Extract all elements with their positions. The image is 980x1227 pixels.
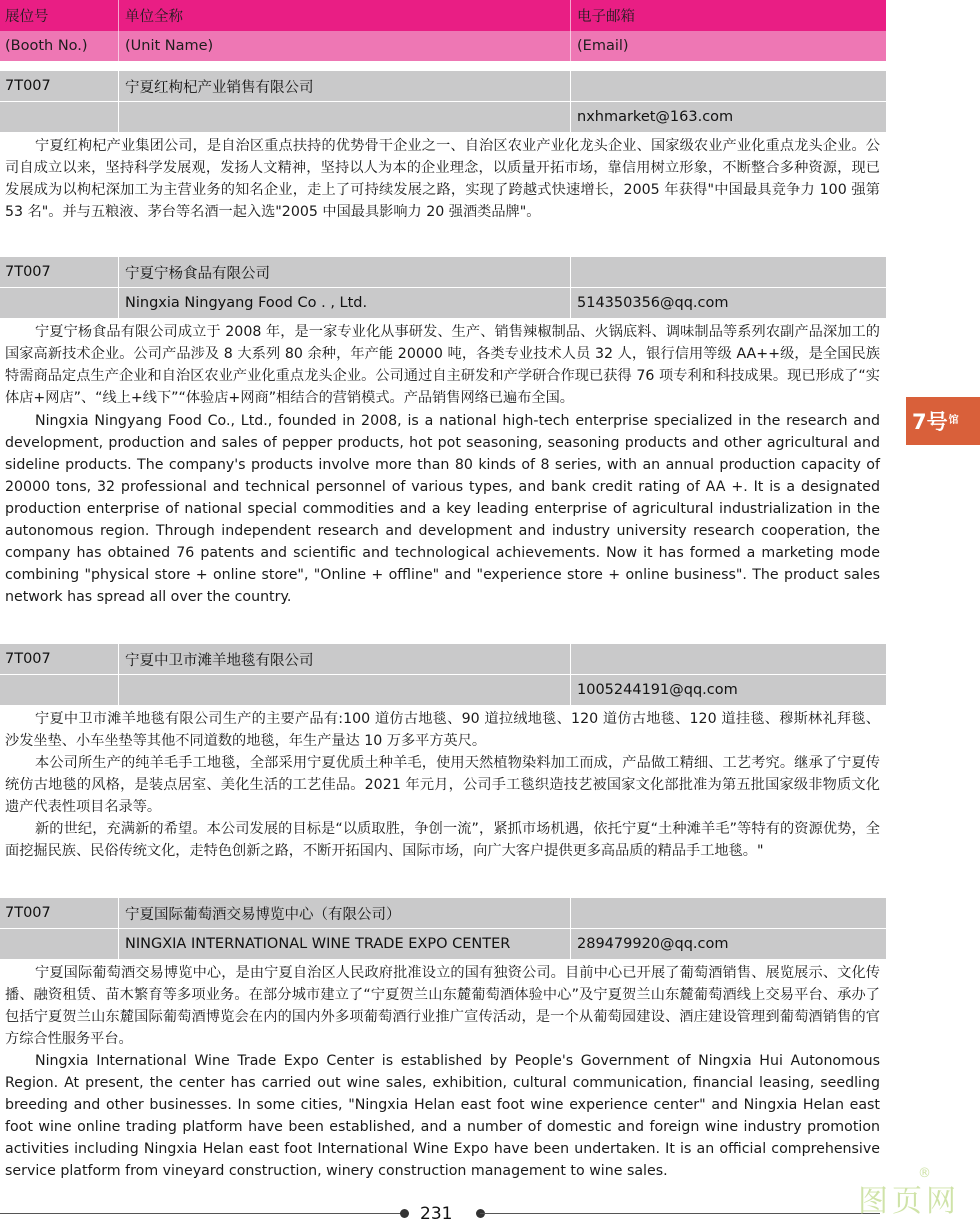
description-cn xyxy=(5,708,880,862)
booth-number: 7T007 xyxy=(5,264,51,280)
unit-name-cn: 宁夏中卫市滩羊地毯有限公司 xyxy=(118,644,570,674)
header-row-english xyxy=(0,31,886,61)
footer-rule-left xyxy=(0,1213,404,1214)
entry-row-cn xyxy=(0,644,886,674)
paragraph: 宁夏国际葡萄酒交易博览中心，是由宁夏自治区人民政府批准设立的国有独资公司。目前中心已开展了葡萄酒销售、展览展示、文化传播、融资租赁、苗木繁育等多项业务。在部分城市建立了“宁夏贺兰山东麓葡萄酒体验中心”及宁夏贺兰山东麓葡萄酒线上交易平台、承办了包括宁夏贺兰山东麓国际葡萄酒博览会在内的国内外多项葡萄酒行业推广宣传活动，是一个从葡萄园建设、酒庄建设管理到葡萄酒销售的官方综合性服务平台。 xyxy=(5,965,880,1047)
hall-label: 馆 xyxy=(948,415,959,426)
email-empty-cell xyxy=(570,257,886,287)
unit-name-en xyxy=(118,675,570,705)
unit-name-cn: 宁夏红枸杞产业销售有限公司 xyxy=(118,71,570,101)
booth-number: 7T007 xyxy=(5,78,51,94)
description-en xyxy=(5,410,880,608)
description-cn xyxy=(5,962,880,1050)
entry-row-en xyxy=(0,928,886,959)
header-unit-cn: 单位全称 xyxy=(118,0,570,31)
entry-row-cn xyxy=(0,257,886,287)
footer-rule-right xyxy=(480,1213,880,1214)
hall-7-tab[interactable] xyxy=(906,397,980,445)
watermark-logo xyxy=(858,1166,960,1220)
description-cn xyxy=(5,135,880,223)
entry-row-cn xyxy=(0,71,886,101)
paragraph: 宁夏红枸杞产业集团公司，是自治区重点扶持的优势骨干企业之一、自治区农业产业化龙头企业、国家级农业产业化重点龙头企业。公司自成立以来，坚持科学发展观，发扬人文精神，坚持以人为本的企业理念，以质量开拓市场，靠信用树立形象，不断整合多种资源，现已发展成为以枸杞深加工为主营业务的知名企业，走上了可持续发展之路，实现了跨越式快速增长，2005 年获得"中国最具竞争力 100 强第 53 名"。并与五粮液、茅台等名酒一起入选"2005 中国最具影响力 20 强酒类品牌"。 xyxy=(5,138,880,220)
entry-row-en xyxy=(0,674,886,705)
header-unit-en: (Unit Name) xyxy=(118,31,570,61)
paragraph: 宁夏宁杨食品有限公司成立于 2008 年，是一家专业化从事研发、生产、销售辣椒制品、火锅底料、调味制品等系列农副产品深加工的国家高新技术企业。公司产品涉及 8 大系列 80 余种，年产能 20000 吨，各类专业技术人员 32 人，银行信用等级 AA++级，是全国民族特需商品定点生产企业和自治区农业产业化重点龙头企业。公司通过自主研发和产学研合作现已获得 76 项专利和科技成果。现已形成了“实体店+网店”、“线上+线下”“体验店+网商”相结合的营销模式。产品销售网络已遍布全国。 xyxy=(5,324,880,406)
booth-empty-cell xyxy=(0,929,118,959)
paragraph: Ningxia International Wine Trade Expo Center is established by People's Government of Ningxia Hui Autonomous Region. At present, the center has carried out wine sales, exhibition, cultural communication, financial leasing, seedling breeding and other businesses. In some cities, "Ningxia Helan east foot wine experience center" and Ningxia Helan east foot wine online trading platform have been established, and a number of domestic and foreign wine industry promotion activities including Ningxia Helan east foot International Wine Expo have been undertaken. It is an official comprehensive service platform from vineyard construction, winery construction management to wine sales. xyxy=(5,1053,880,1179)
booth-number: 7T007 xyxy=(5,651,51,667)
booth-number: 7T007 xyxy=(5,905,51,921)
paragraph: 本公司所生产的纯羊毛手工地毯，全部采用宁夏优质土种羊毛，使用天然植物染料加工而成，产品做工精细、工艺考究。继承了宁夏传统仿古地毯的风格，是装点居室、美化生活的工艺佳品。2021 年元月，公司手工毯织造技艺被国家文化部批准为第五批国家级非物质文化遗产代表性项目名录等。 xyxy=(5,755,880,815)
email-address[interactable]: 1005244191@qq.com xyxy=(570,675,886,705)
paragraph: 宁夏中卫市滩羊地毯有限公司生产的主要产品有:100 道仿古地毯、90 道拉绒地毯、120 道仿古地毯、120 道挂毯、穆斯林礼拜毯、沙发坐垫、小车坐垫等其他不同道数的地毯，年生产量达 10 万多平方英尺。 xyxy=(5,711,880,749)
catalog-page xyxy=(0,0,886,61)
watermark-text: 图页网 xyxy=(858,1184,960,1219)
hall-number: 7号 xyxy=(912,410,948,434)
entry-row-cn xyxy=(0,898,886,928)
email-address[interactable]: 289479920@qq.com xyxy=(570,929,886,959)
exhibitor-entry xyxy=(0,644,886,705)
booth-empty-cell xyxy=(0,288,118,318)
entry-row-en xyxy=(0,287,886,318)
paragraph: 新的世纪，充满新的希望。本公司发展的目标是“以质取胜，争创一流”，紧抓市场机遇，依托宁夏“土种滩羊毛”等特有的资源优势，全面挖掘民族、民俗传统文化，走特色创新之路，不断开拓国内、国际市场，向广大客户提供更多高品质的精品手工地毯。" xyxy=(5,821,880,859)
description-cn xyxy=(5,321,880,409)
unit-name-en xyxy=(118,102,570,132)
unit-name-en: Ningxia Ningyang Food Co . , Ltd. xyxy=(118,288,570,318)
booth-empty-cell xyxy=(0,675,118,705)
exhibitor-entry xyxy=(0,71,886,132)
header-email-cn: 电子邮箱 xyxy=(570,0,886,31)
email-address[interactable]: 514350356@qq.com xyxy=(570,288,886,318)
booth-empty-cell xyxy=(0,102,118,132)
unit-name-en: NINGXIA INTERNATIONAL WINE TRADE EXPO CENTER xyxy=(118,929,570,959)
registered-mark: ® xyxy=(918,1166,931,1181)
email-empty-cell xyxy=(570,644,886,674)
email-address[interactable]: nxhmarket@163.com xyxy=(570,102,886,132)
email-empty-cell xyxy=(570,898,886,928)
unit-name-cn: 宁夏宁杨食品有限公司 xyxy=(118,257,570,287)
page-number: 231 xyxy=(420,1204,453,1224)
description-en xyxy=(5,1050,880,1182)
paragraph: Ningxia Ningyang Food Co., Ltd., founded in 2008, is a national high-tech enterprise specialized in the research and development, production and sales of pepper products, hot pot seasoning, seasoning products and other agricultural and sideline products. The company's products involve more than 80 kinds of 8 series, with an annual production capacity of 20000 tons, 32 professional and technical personnel of various types, and bank credit rating of AA +. It is a designated production enterprise of national special commodities and a key leading enterprise of agricultural industrialization in the autonomous region. Through independent research and development and industry university research cooperation, the company has obtained 76 patents and scientific and technological achievements. Now it has formed a marketing mode combining "physical store + online store", "Online + offline" and "experience store + online business". The product sales network has spread all over the country. xyxy=(5,413,880,605)
header-booth-en: (Booth No.) xyxy=(5,38,88,54)
header-row-chinese xyxy=(0,0,886,31)
exhibitor-entry xyxy=(0,257,886,318)
unit-name-cn: 宁夏国际葡萄酒交易博览中心（有限公司） xyxy=(118,898,570,928)
footer-dot-left xyxy=(400,1209,409,1218)
email-empty-cell xyxy=(570,71,886,101)
header-booth-cn: 展位号 xyxy=(5,9,49,25)
entry-row-en xyxy=(0,101,886,132)
header-email-en: (Email) xyxy=(570,31,886,61)
exhibitor-entry xyxy=(0,898,886,959)
